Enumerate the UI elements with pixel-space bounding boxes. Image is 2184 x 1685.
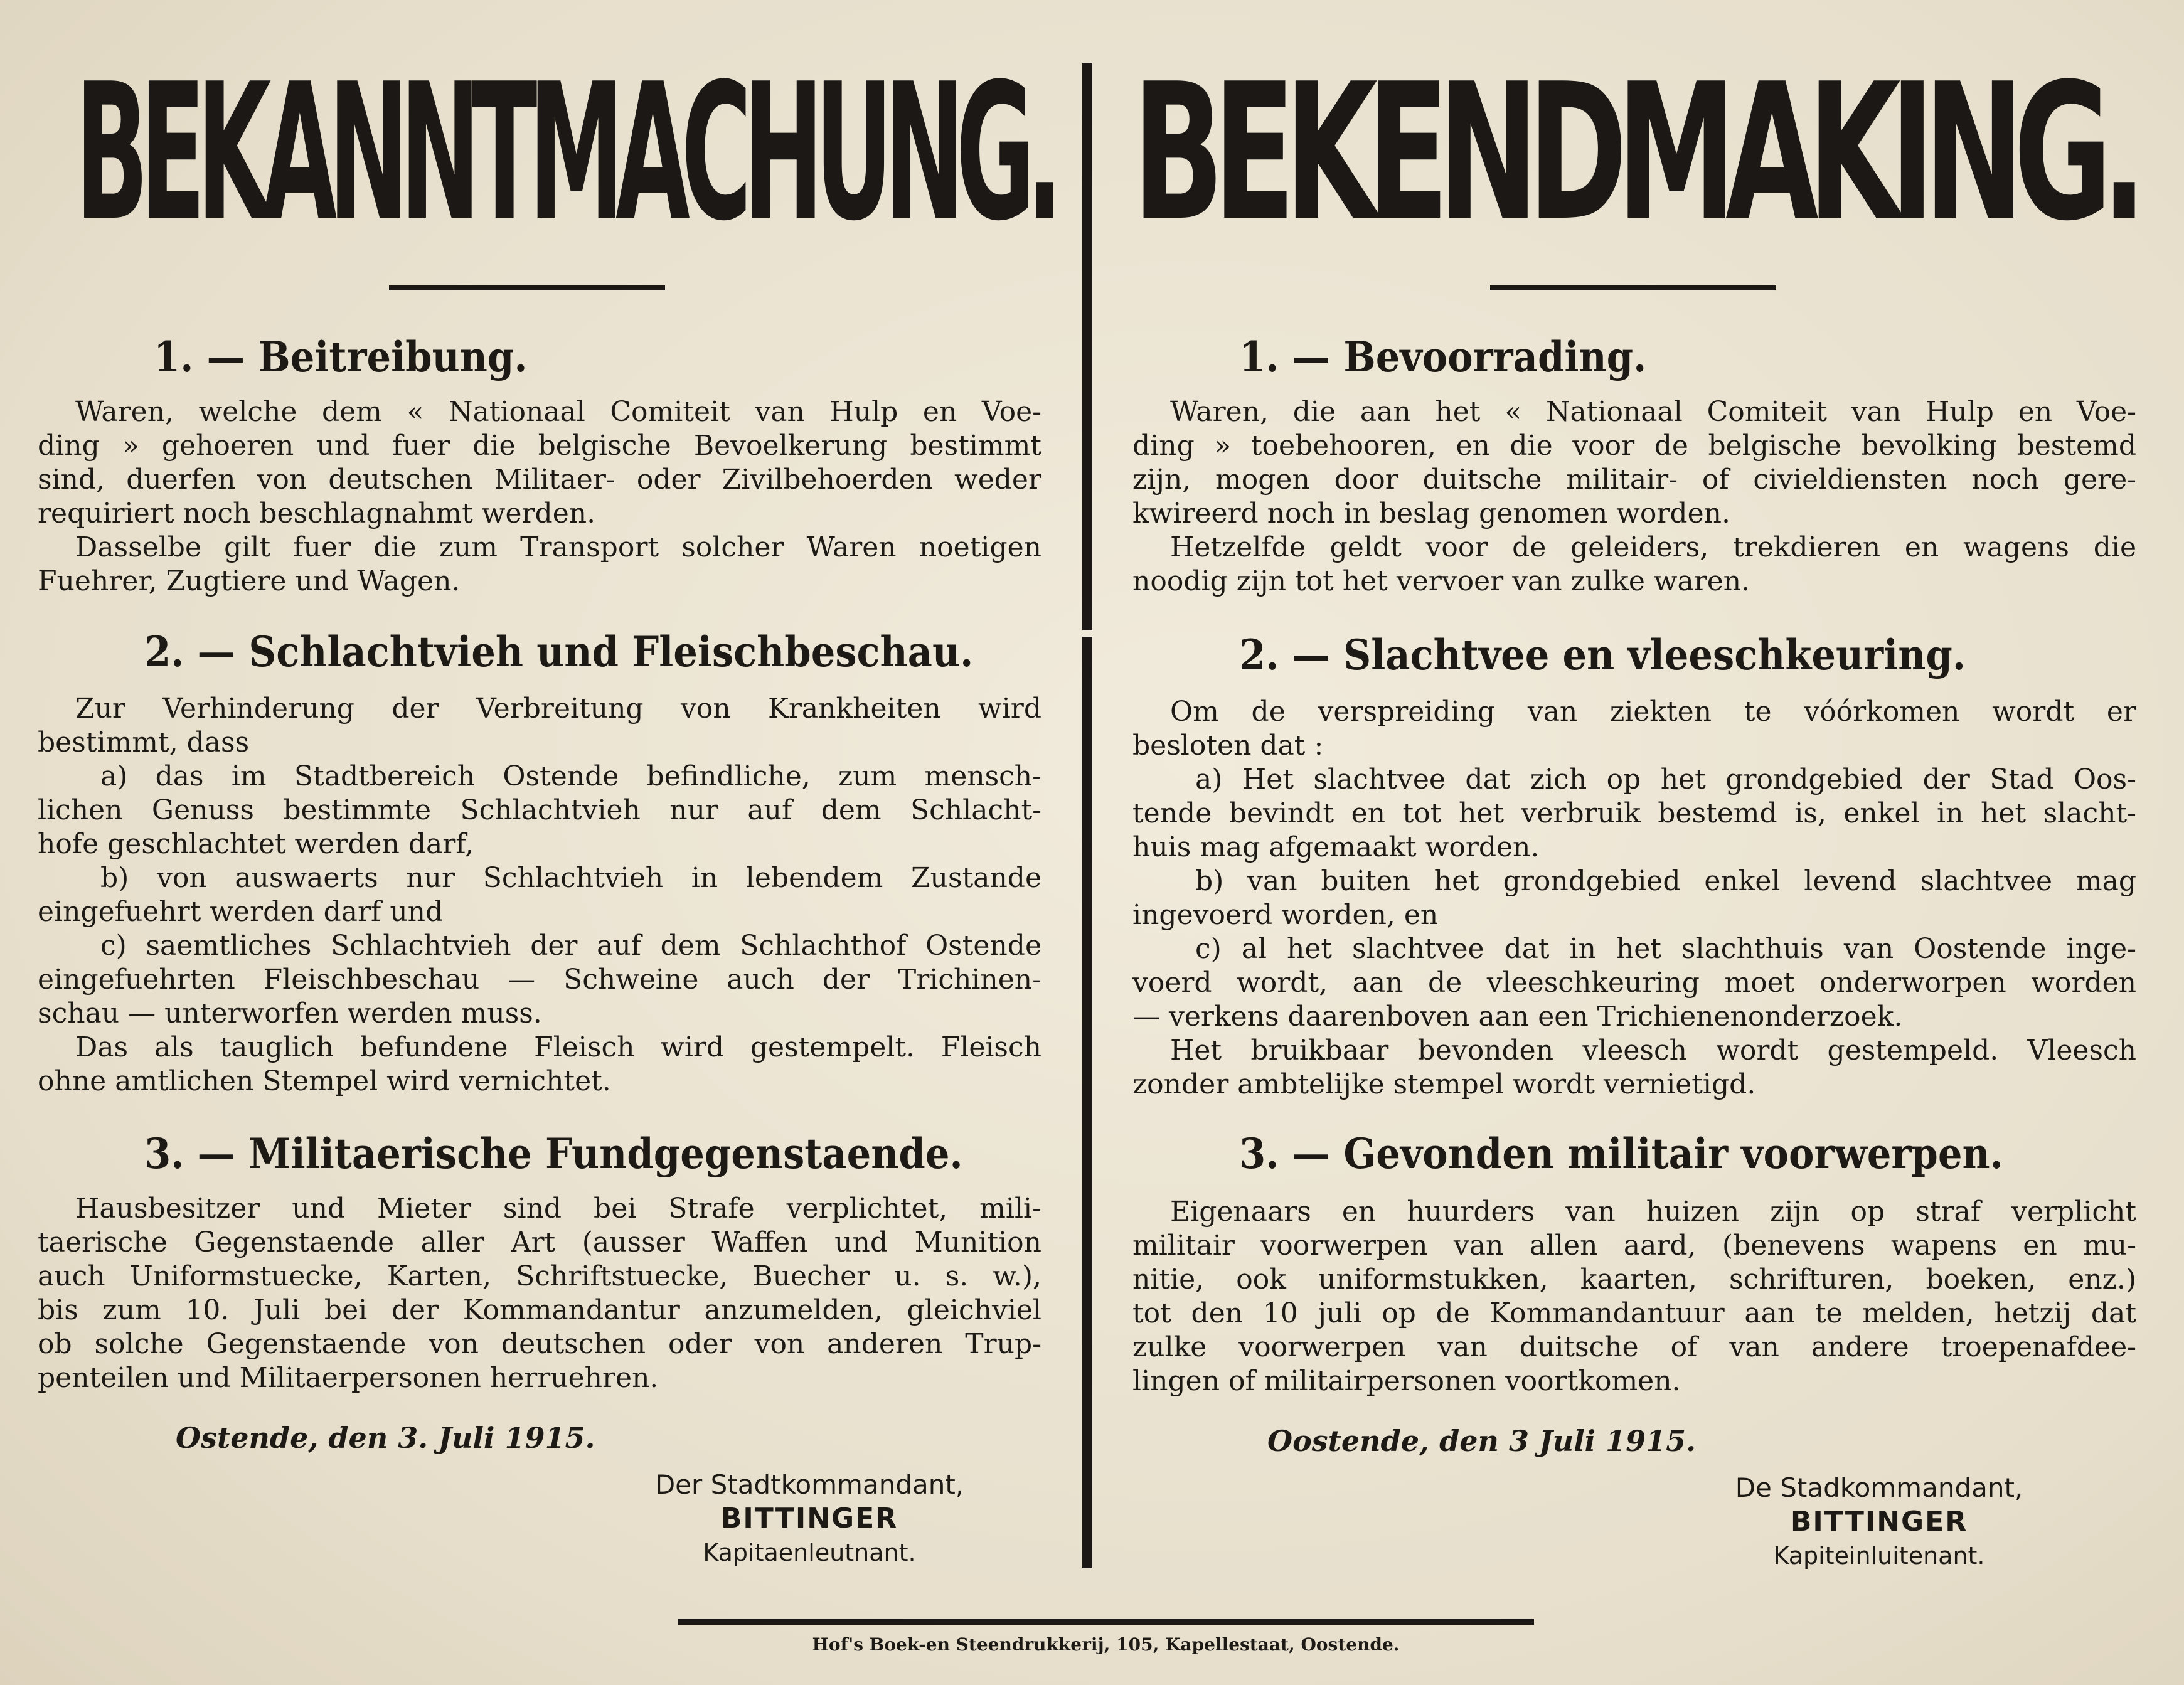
dutch-section-1-text	[1132, 395, 2136, 598]
column-divider-top	[1082, 63, 1092, 630]
text-line: noodig zijn tot het vervoer van zulke waren.	[1132, 565, 1750, 597]
text-line: bis zum 10. Juli bei der Kommandantur anzumelden, gleichviel	[38, 1294, 1041, 1326]
text-line: schau — unterworfen werden muss.	[38, 997, 542, 1029]
german-date: Ostende, den 3. Juli 1915.	[176, 1421, 595, 1455]
text-line: Waren, welche dem « Nationaal Comiteit van Hulp en Voe-	[75, 396, 1041, 428]
text-line: taerische Gegenstaende aller Art (ausser Waffen und Munition	[38, 1226, 1041, 1258]
text-line: ding » toebehooren, en die voor de belgische bevolking bestemd	[1132, 430, 2136, 462]
dutch-signature-rank: Kapiteinluitenant.	[1773, 1542, 1985, 1570]
text-line: sind, duerfen von deutschen Militaer- oder Zivilbehoerden weder	[38, 464, 1041, 496]
text-line: kwireerd noch in beslag genomen worden.	[1132, 497, 1730, 529]
german-headline: BEKANNTMACHUNG.	[75, 43, 1054, 263]
text-line: Hetzelfde geldt voor de geleiders, trekdieren en wagens die	[1170, 531, 2136, 563]
text-line: ohne amtlichen Stempel wird vernichtet.	[38, 1065, 611, 1097]
text-line: hofe geschlachtet werden darf,	[38, 828, 474, 860]
text-line: Hausbesitzer und Mieter sind bei Strafe verplichtet, mili-	[75, 1193, 1041, 1225]
text-line: tende bevindt en tot het verbruik bestemd is, enkel in het slacht-	[1132, 797, 2136, 829]
text-line: militair voorwerpen van allen aard, (benevens wapens en mu-	[1132, 1230, 2136, 1262]
text-line: eingefuehrten Fleischbeschau — Schweine auch der Trichinen-	[38, 964, 1041, 996]
dutch-section-3-text	[1132, 1195, 2136, 1398]
text-line: lichen Genuss bestimmte Schlachtvieh nur auf dem Schlacht-	[38, 794, 1041, 826]
dutch-headline: BEKENDMAKING.	[1132, 43, 2136, 263]
german-section-1-title: 1. — Beitreibung.	[154, 332, 528, 381]
text-line: requiriert noch beschlagnahmt werden.	[38, 497, 596, 529]
text-line: zonder ambtelijke stempel wordt vernietigd.	[1132, 1068, 1756, 1100]
german-section-2-text	[38, 692, 1041, 1098]
text-line: c) saemtliches Schlachtvieh der auf dem Schlachthof Ostende	[100, 930, 1041, 962]
dutch-headline-rule	[1490, 285, 1776, 290]
dutch-section-2-title: 2. — Slachtvee en vleeschkeuring.	[1239, 630, 1966, 679]
dutch-signature	[1659, 1471, 2099, 1573]
text-line: Om de verspreiding van ziekten te vóórkomen wordt er	[1170, 696, 2136, 728]
dutch-section-2-text	[1132, 695, 2136, 1102]
dutch-section-1-title: 1. — Bevoorrading.	[1239, 332, 1647, 381]
text-line: nitie, ook uniformstukken, kaarten, schrifturen, boeken, enz.)	[1132, 1263, 2136, 1295]
text-line: zulke voorwerpen van duitsche of van andere troepenafdee-	[1132, 1331, 2136, 1363]
text-line: bestimmt, dass	[38, 726, 250, 758]
footer-rule	[678, 1619, 1534, 1625]
text-line: zijn, mogen door duitsche militair- of civieldiensten noch gere-	[1132, 464, 2136, 496]
text-line: — verkens daarenboven aan een Trichienenonderzoek.	[1132, 1001, 1903, 1033]
german-signature	[590, 1468, 1029, 1570]
printer-imprint: Hof's Boek-en Steendrukkerij, 105, Kapellestaat, Oostende.	[812, 1634, 1400, 1655]
text-line: ding » gehoeren und fuer die belgische Bevoelkerung bestimmt	[38, 430, 1041, 462]
german-section-3-text	[38, 1192, 1041, 1395]
text-line: Eigenaars en huurders van huizen zijn op straf verplicht	[1170, 1196, 2136, 1228]
column-divider-bottom	[1082, 637, 1092, 1568]
text-line: Dasselbe gilt fuer die zum Transport solcher Waren noetigen	[75, 531, 1041, 563]
text-line: voerd wordt, aan de vleeschkeuring moet onderworpen worden	[1132, 967, 2136, 999]
text-line: eingefuehrt werden darf und	[38, 896, 444, 928]
text-line: c) al het slachtvee dat in het slachthuis van Oostende inge-	[1195, 933, 2136, 965]
text-line: a) Het slachtvee dat zich op het grondgebied der Stad Oos-	[1195, 763, 2136, 795]
text-line: Fuehrer, Zugtiere und Wagen.	[38, 565, 461, 597]
dutch-date: Oostende, den 3 Juli 1915.	[1267, 1424, 1697, 1458]
text-line: Das als tauglich befundene Fleisch wird gestempelt. Fleisch	[75, 1031, 1041, 1063]
text-line: ob solche Gegenstaende von deutschen oder von anderen Trup-	[38, 1328, 1041, 1360]
text-line: ingevoerd worden, en	[1132, 899, 1439, 931]
text-line: auch Uniformstuecke, Karten, Schriftstuecke, Buecher u. s. w.),	[38, 1260, 1041, 1292]
text-line: Waren, die aan het « Nationaal Comiteit van Hulp en Voe-	[1170, 396, 2136, 428]
german-signature-name: BITTINGER	[720, 1502, 898, 1534]
text-line: lingen of militairpersonen voortkomen.	[1132, 1365, 1681, 1397]
german-section-2-title: 2. — Schlachtvieh und Fleischbeschau.	[144, 627, 974, 676]
dutch-signature-name: BITTINGER	[1790, 1506, 1968, 1538]
german-signature-title: Der Stadtkommandant,	[654, 1469, 964, 1500]
text-line: huis mag afgemaakt worden.	[1132, 831, 1540, 863]
dutch-section-3-title: 3. — Gevonden militair voorwerpen.	[1239, 1129, 2003, 1178]
text-line: Zur Verhinderung der Verbreitung von Krankheiten wird	[75, 693, 1041, 725]
german-column	[38, 0, 1054, 1685]
text-line: b) von auswaerts nur Schlachtvieh in lebendem Zustande	[100, 862, 1041, 894]
german-section-3-title: 3. — Militaerische Fundgegenstaende.	[144, 1129, 963, 1178]
text-line: penteilen und Militaerpersonen herruehren.	[38, 1362, 659, 1394]
text-line: b) van buiten het grondgebied enkel levend slachtvee mag	[1195, 865, 2136, 897]
text-line: a) das im Stadtbereich Ostende befindliche, zum mensch-	[100, 760, 1041, 792]
text-line: tot den 10 juli op de Kommandantuur aan te melden, hetzij dat	[1132, 1297, 2136, 1329]
text-line: besloten dat :	[1132, 730, 1324, 762]
dutch-signature-title: De Stadkommandant,	[1735, 1472, 2023, 1503]
german-signature-rank: Kapitaenleutnant.	[703, 1539, 916, 1566]
dutch-column	[1132, 0, 2136, 1685]
text-line: Het bruikbaar bevonden vleesch wordt gestempeld. Vleesch	[1170, 1034, 2136, 1066]
german-section-1-text	[38, 395, 1041, 598]
german-headline-rule	[389, 285, 665, 290]
